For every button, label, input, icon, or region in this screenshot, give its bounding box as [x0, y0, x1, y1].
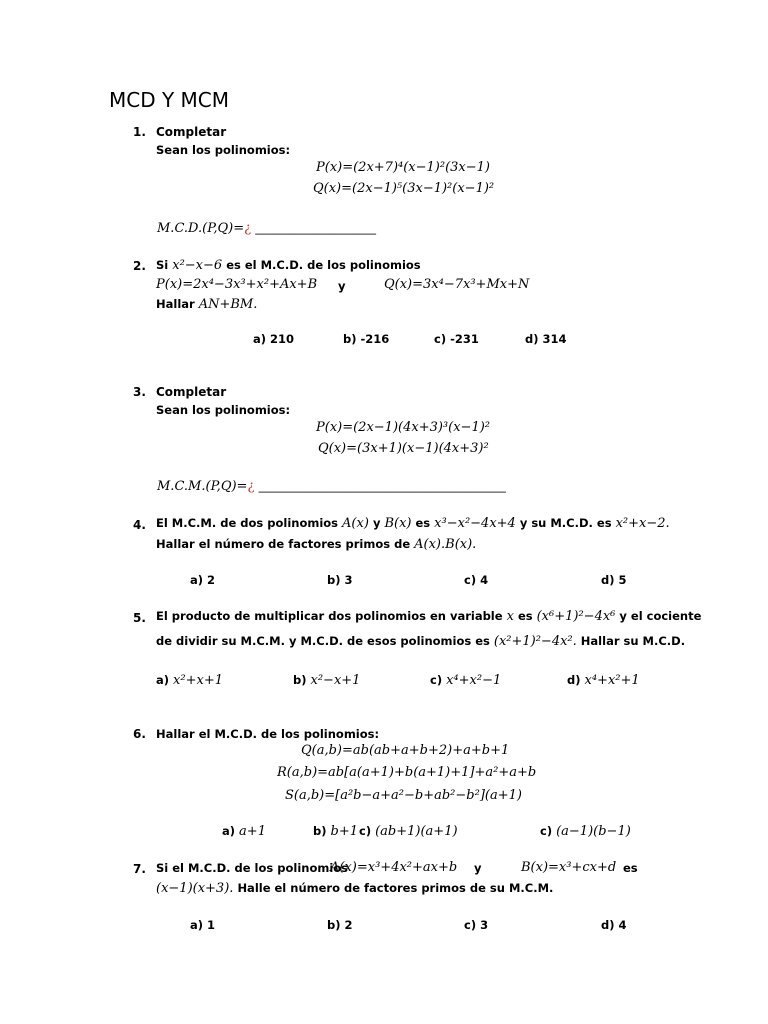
problem-6-eq-r: R(a,b)=ab[a(a+1)+b(a+1)+1]+a²+a+b — [277, 765, 537, 780]
problem-6-option-c — [359, 824, 458, 839]
problem-5-expr2: (x²+1)²−4x². — [493, 634, 577, 649]
problem-2-expr: AN+BM. — [198, 297, 258, 312]
problem-6-option-c-label: c) — [359, 824, 372, 838]
problem-3-answer-label: M.C.M.(P,Q)= — [157, 479, 248, 494]
problem-3-mark: ¿ — [247, 479, 255, 494]
problem-5-line1 — [156, 609, 701, 624]
problem-4-option-c: c) 4 — [464, 573, 489, 587]
problem-6-option-b-expr: b+1 — [330, 824, 359, 839]
problem-3-intro: Sean los polinomios: — [156, 403, 291, 417]
page-title: MCD Y MCM — [109, 88, 230, 112]
problem-7-a: A(x)=x³+4x²+ax+b — [330, 860, 458, 875]
problem-4-text2: y su M.C.D. es — [519, 516, 612, 530]
problem-3-number: 3. — [133, 385, 146, 399]
problem-1-eq-q: Q(x)=(2x−1)⁵(3x−1)²(x−1)² — [313, 181, 495, 196]
problem-5-expr1: (x⁶+1)²−4x⁶ — [536, 609, 616, 624]
problem-5-text1: El producto de multiplicar dos polinomios en variable — [156, 609, 503, 623]
problem-6-option-d — [540, 824, 631, 839]
problem-2-p: P(x)=2x⁴−3x³+x²+Ax+B — [156, 277, 318, 292]
problem-1-intro: Sean los polinomios: — [156, 143, 291, 157]
problem-4-text1: El M.C.M. de dos polinomios — [156, 516, 339, 530]
problem-5-option-b-expr: x²−x+1 — [310, 673, 361, 688]
problem-5-option-d-expr: x⁴+x²+1 — [584, 673, 640, 688]
problem-2-option-a: a) 210 — [253, 332, 295, 346]
problem-1-number: 1. — [133, 125, 146, 139]
problem-3-answer-line — [157, 479, 506, 494]
problem-5-option-a-expr: x²+x+1 — [173, 673, 223, 688]
problem-2-option-d: d) 314 — [525, 332, 567, 346]
problem-4-option-a: a) 2 — [190, 573, 216, 587]
problem-6-eq-s: S(a,b)=[a²b−a+a²−b+ab²−b²](a+1) — [285, 788, 522, 803]
problem-5-option-d — [567, 673, 640, 688]
problem-1-blank: _____________________ — [255, 221, 376, 235]
problem-6-option-b — [313, 824, 358, 839]
problem-5-option-b — [293, 673, 360, 688]
problem-4-text3: Hallar el número de factores primos de — [156, 537, 411, 551]
problem-4-a: A(x) — [342, 516, 369, 531]
problem-7-option-c: c) 3 — [464, 918, 489, 932]
problem-7-es: es — [623, 861, 638, 875]
problem-7-b: B(x)=x³+cx+d — [521, 860, 617, 875]
problem-2-hallar: Hallar — [156, 297, 195, 311]
problem-2-si: Si — [156, 258, 169, 272]
problem-4-mcd: x²+x−2. — [615, 516, 670, 531]
problem-2-option-c: c) -231 — [434, 332, 479, 346]
problem-6-option-d-expr: (a−1)(b−1) — [556, 824, 631, 839]
problem-7-line2 — [156, 881, 553, 896]
problem-5-text3: de dividir su M.C.M. y M.C.D. de esos polinomios es — [156, 634, 490, 648]
problem-5-text4: Hallar su M.C.D. — [580, 634, 686, 648]
problem-6-option-a-label: a) — [222, 824, 236, 838]
problem-5-es: es — [517, 609, 533, 623]
problem-1-answer-line — [157, 221, 376, 236]
problem-2-option-b: b) -216 — [343, 332, 390, 346]
problem-6-option-c-expr: (ab+1)(a+1) — [375, 824, 458, 839]
problem-7-option-d: d) 4 — [601, 918, 627, 932]
problem-7-number: 7. — [133, 862, 146, 876]
problem-5-option-a — [156, 673, 223, 688]
problem-4-mcm: x³−x²−4x+4 — [434, 516, 516, 531]
problem-6-option-a-expr: a+1 — [239, 824, 266, 839]
problem-4-b: B(x) — [384, 516, 412, 531]
problem-2-hallar-line — [156, 297, 257, 312]
problem-1-answer-label: M.C.D.(P,Q)= — [157, 221, 245, 236]
problem-2-number: 2. — [133, 259, 146, 273]
problem-4-number: 4. — [133, 518, 146, 532]
problem-7-y: y — [474, 861, 482, 875]
problem-5-text2: y el cociente — [619, 609, 702, 623]
problem-3-heading: Completar — [156, 385, 227, 399]
problem-6-option-b-label: b) — [313, 824, 327, 838]
problem-4-y: y — [372, 516, 381, 530]
problem-7-text1: Si el M.C.D. de los polinomios — [156, 861, 349, 875]
problem-6-number: 6. — [133, 727, 146, 741]
problem-6-option-d-label: c) — [540, 824, 553, 838]
problem-5-option-b-label: b) — [293, 673, 307, 687]
problem-6-eq-q: Q(a,b)=ab(ab+a+b+2)+a+b+1 — [301, 743, 510, 758]
problem-7-expr: (x−1)(x+3). — [156, 881, 234, 896]
problem-2-q: Q(x)=3x⁴−7x³+Mx+N — [384, 277, 530, 292]
problem-5-line2 — [156, 634, 685, 649]
problem-4-es: es — [415, 516, 431, 530]
problem-4-option-d: d) 5 — [601, 573, 627, 587]
problem-7-text2: Halle el número de factores primos de su M.C.M. — [237, 881, 554, 895]
problem-4-prod: A(x).B(x). — [414, 537, 477, 552]
problem-3-eq-p: P(x)=(2x−1)(4x+3)³(x−1)² — [316, 420, 490, 435]
problem-1-heading: Completar — [156, 125, 227, 139]
problem-4-line1 — [156, 516, 670, 531]
problem-5-number: 5. — [133, 611, 146, 625]
problem-6-option-a — [222, 824, 266, 839]
problem-3-eq-q: Q(x)=(3x+1)(x−1)(4x+3)² — [318, 441, 489, 456]
problem-5-option-c-expr: x⁴+x²−1 — [446, 673, 502, 688]
problem-2-y: y — [338, 279, 346, 293]
problem-2-poly: x²−x−6 — [172, 258, 223, 273]
problem-5-option-c — [430, 673, 501, 688]
problem-2-rest: es el M.C.D. de los polinomios — [226, 258, 421, 272]
problem-5-x: x — [506, 609, 514, 624]
problem-2-line1 — [156, 258, 421, 273]
problem-4-option-b: b) 3 — [327, 573, 353, 587]
problem-4-line2 — [156, 537, 476, 552]
problem-5-option-a-label: a) — [156, 673, 170, 687]
problem-1-mark: ¿ — [244, 221, 252, 236]
problem-1-eq-p: P(x)=(2x+7)⁴(x−1)²(3x−1) — [316, 160, 490, 175]
problem-7-option-b: b) 2 — [327, 918, 353, 932]
problem-6-heading: Hallar el M.C.D. de los polinomios: — [156, 727, 380, 741]
problem-3-blank: ___________________________________________ — [258, 479, 506, 493]
problem-5-option-c-label: c) — [430, 673, 443, 687]
problem-7-option-a: a) 1 — [190, 918, 216, 932]
problem-5-option-d-label: d) — [567, 673, 581, 687]
